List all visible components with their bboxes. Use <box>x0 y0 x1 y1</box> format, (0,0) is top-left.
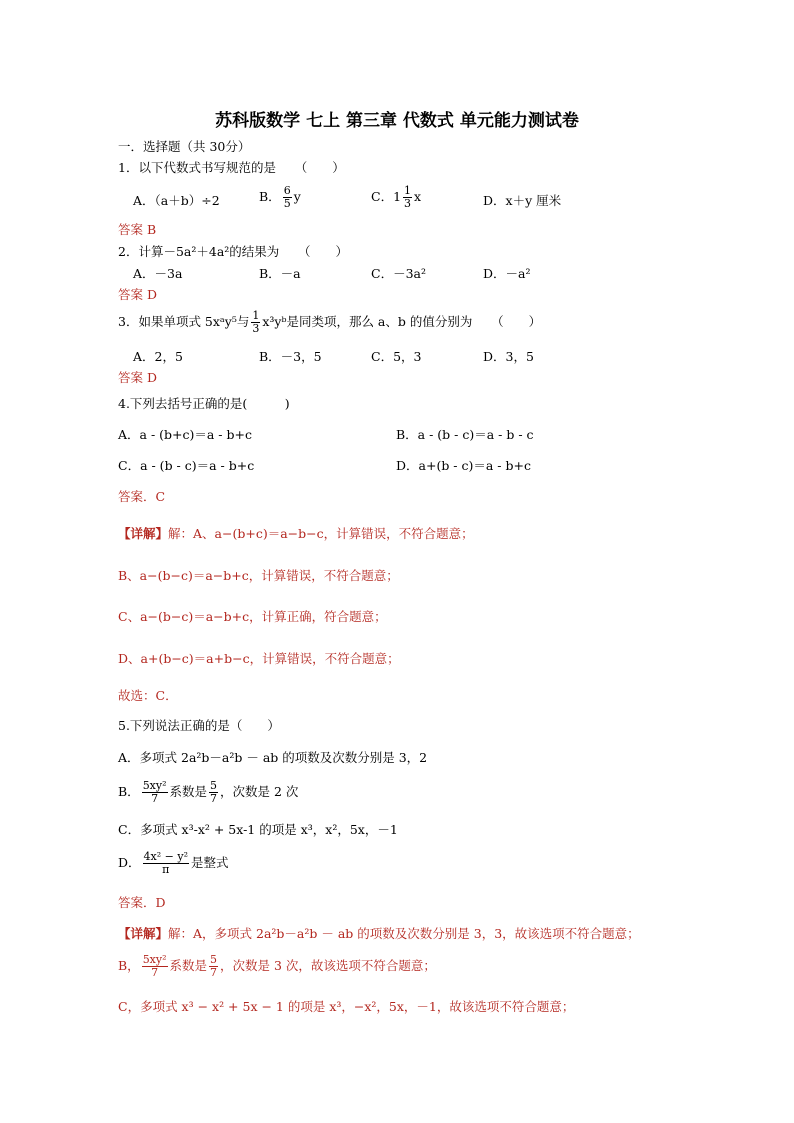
q2-option-b: B．－a <box>259 266 301 281</box>
q4-detail-b: B、a−(b−c)＝a−b+c，计算错误，不符合题意； <box>118 568 399 583</box>
q4-detail-a: 【详解】解：A、a−(b+c)＝a−b−c，计算错误，不符合题意； <box>118 526 474 541</box>
q3-option-a: A．2，5 <box>133 349 183 364</box>
q5-answer: 答案．D <box>118 895 166 910</box>
q4-detail-c: C、a−(b−c)＝a−b+c，计算正确，符合题意； <box>118 609 387 624</box>
q2-stem: 2．计算－5a²＋4a²的结果为 （ ） <box>118 244 349 259</box>
fraction: $\frac{1}{3}$ <box>404 184 412 210</box>
fraction: $\frac{5}{7}$ <box>210 953 218 979</box>
q1-option-c: C．1 $\frac{1}{3}$ x <box>371 184 422 210</box>
fraction: $\frac{\text{5xy²}}{7}$ <box>142 779 167 805</box>
fraction: $\frac{\text{4x² − y²}}{\pi}$ <box>143 850 188 876</box>
q4-answer: 答案．C <box>118 489 166 504</box>
q3-option-b: B．－3，5 <box>259 349 322 364</box>
q5-detail-a: 【详解】解：A，多项式 2a²b－a²b － ab 的项数及次数分别是 3，3，故该选项不符合题意； <box>118 926 640 941</box>
q2-option-d: D．－a² <box>483 266 531 281</box>
q3-stem: 3．如果单项式 5xᵃy⁵与 $\frac{1}{3}$ x³yᵇ是同类项，那么 a、b 的值分别为 （ ） <box>118 309 542 335</box>
q1-stem: 1．以下代数式书写规范的是 （ ） <box>118 160 345 175</box>
q5-detail-c: C，多项式 x³ − x² + 5x − 1 的项是 x³，−x²，5x，－1，故该选项不符合题意； <box>118 999 575 1014</box>
q5-option-b: B． $\frac{\text{5xy²}}{7}$ 系数是 $\frac{5}{7}$ ，次数是 2 次 <box>118 779 299 805</box>
q1-answer: 答案 B <box>118 222 157 237</box>
q2-option-c: C．－3a² <box>371 266 426 281</box>
q4-stem: 4.下列去括号正确的是( ) <box>118 396 290 411</box>
q5-option-c: C．多项式 x³-x² + 5x-1 的项是 x³，x²，5x，－1 <box>118 822 398 837</box>
q3-option-d: D．3，5 <box>483 349 534 364</box>
q2-answer: 答案 D <box>118 287 157 302</box>
q2-option-a: A．－3a <box>133 266 183 281</box>
q4-option-a: A．a - (b+c)＝a - b+c <box>118 427 252 442</box>
fraction: $\frac{\text{5xy²}}{7}$ <box>142 953 167 979</box>
q1-option-b: B． $\frac{6}{5}$ y <box>259 184 301 210</box>
q4-option-b: B．a - (b - c)＝a - b - c <box>396 427 534 442</box>
page-title: 苏科版数学 七上 第三章 代数式 单元能力测试卷 <box>215 111 579 131</box>
q1-option-a: A．（a＋b）÷2 <box>133 193 220 208</box>
q5-detail-b: B， $\frac{\text{5xy²}}{7}$ 系数是 $\frac{5}{7}$ ，次数是 3 次，故该选项不符合题意； <box>118 953 436 979</box>
section-heading: 一．选择题（共 30分） <box>118 139 251 154</box>
fraction: $\frac{5}{7}$ <box>210 779 218 805</box>
q4-detail-d: D、a+(b−c)＝a+b−c，计算错误，不符合题意； <box>118 651 400 666</box>
q3-option-c: C．5，3 <box>371 349 422 364</box>
q4-option-c: C．a - (b - c)＝a - b+c <box>118 458 255 473</box>
q5-option-d: D． $\frac{\text{4x² − y²}}{\pi}$ 是整式 <box>118 850 229 876</box>
q5-stem: 5.下列说法正确的是（ ） <box>118 718 280 733</box>
q4-choose: 故选：C． <box>118 688 178 703</box>
fraction: $\frac{6}{5}$ <box>283 184 291 210</box>
q3-answer: 答案 D <box>118 370 157 385</box>
q5-option-a: A．多项式 2a²b－a²b － ab 的项数及次数分别是 3，2 <box>118 750 428 765</box>
q4-option-d: D．a+(b - c)＝a - b+c <box>396 458 531 473</box>
q1-option-d: D．x＋y 厘米 <box>483 193 562 208</box>
fraction: $\frac{1}{3}$ <box>252 309 260 335</box>
